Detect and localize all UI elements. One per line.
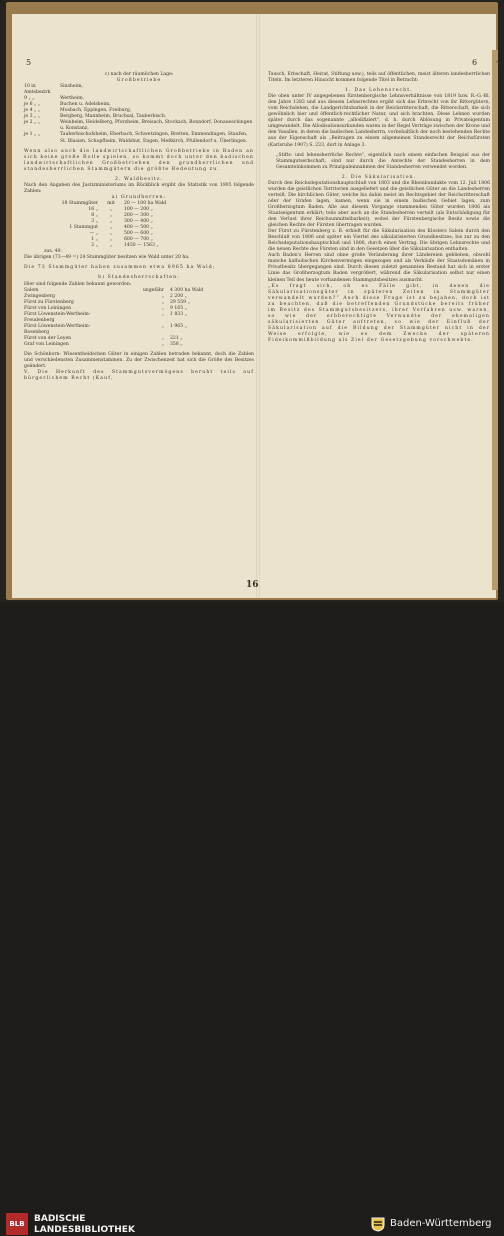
scan-background (0, 0, 504, 602)
paragraph: Nach den Angaben des Justizministeriums im Rückblick ergibt die Statistik von 1905 folgende Zahlen: (24, 182, 254, 194)
section-heading-waldbesitz: 2. Waldbesitz. (115, 176, 163, 182)
forest-table (24, 201, 254, 249)
page-spine (256, 14, 260, 598)
paragraph: „Es fragt sich, ob es Fälle gibt, in denen die Säkularisationsgüter in späteren Zeiten in Stammgüter verwandelt wurden?“ Auch diese Frage ist zu bejahen, doch ist zu beachten, daß die betreffenden Grundstücke bereits früher im Besitz des Stammgutsbesitzers, ihrer Vorfahren usw. waren, so wie der erbberechtigte Verwandte der ehemaligen säkularisierten Güter auftreten, so wie der Einfluß der Säkularisation auf die Bildung der Stammgüter nicht in der Weise erfolgte, wie es dem Zwecke der späteren Fideikommißbildung als Ziel der Gesetzgebung vorschwebte. (268, 283, 490, 343)
table-row: Fürst von der Leyen „ 221 „ (24, 335, 183, 341)
table-row: 16 „ „ 100 — 200 „ (88, 206, 153, 212)
viewer-footer-bar (0, 602, 504, 1235)
district-row: je 6 „ „ Buchen u. Adelsheim, (24, 102, 111, 108)
section-heading-grossbetriebe: Großbetriebe (116, 78, 162, 84)
paragraph: Durch den Reichsdeputationshauptschluß von 1803 und die Rheinbundakte vom 12. Juli 1806 wurden die geistlichen Territorien ausgeliefert und die geistlichen Güter an die Landesherren verteilt. Die kirchlichen Güter, welche bis dahin meist im Rechtsgebiet der Reichsritterschaft oder der Grafen lagen, kamen, wenn sie in einem badischen Gebiet lagen, zum Großherzogtum Baden. Alle aus diesem Vorgange stammenden Güter wurden 1806 als Staatseigentum erklärt; teils aber auch an die Standesherren verteilt (als Entschädigung für den Verlust ihrer Reichsunmittelbarkeit), wobei der Fürstenbergische Besitz sowie die gleichen Rechte der Fürsten übertragen wurden. (268, 180, 490, 229)
next-page-number: 7 (496, 60, 502, 69)
footer-page-number: 16 (246, 580, 259, 590)
table-row: 1 „ „ 600 — 700 „ (91, 237, 153, 243)
table-row: 8 „ „ 200 — 300 „ (91, 213, 153, 219)
paragraph: Die übrigen (73—49 =) 24 Stammgüter besitzen wie Wald unter 20 ha. (24, 255, 190, 261)
district-row: je 4 „ „ Mosbach, Eppingen, Freiburg, (24, 108, 132, 114)
table-row: Fürst Löwenstein-Wertheim-Rosenberg „ 1 965 „ (24, 323, 187, 335)
blb-logo-icon[interactable]: BLB (6, 1213, 28, 1235)
subheading-grundherren: a) Grundherren: (111, 194, 167, 200)
quote-block: „Stifts- und lehensherrliche Rechte“, eigentlich nach einem einfachen Beispiel aus der Stammgutserbschaft, sind nur durch die Anrechte der Standesherren in dem Gesamteinkommen zu Prinzipaleinnahmen der Standesherren verwendet worden. (276, 152, 490, 170)
paragraph: Die 73 Stammgüter haben zusammen etwa 8965 ha Wald; (24, 265, 216, 271)
table-row: 3 „ „ 300 — 400 „ (91, 219, 153, 225)
left-column (24, 72, 254, 382)
district-row: je 2 „ „ Weinheim, Heidelberg, Pforzheim, Breisach, Stockach, Bonndorf, Donaueschingen u. Konstanz, (24, 120, 253, 132)
section-heading-saekularisation: 2. Die Säkularisation. (341, 174, 417, 180)
baden-wuerttemberg-crest-icon (370, 1216, 386, 1232)
paragraph: Wenn also auch die landwirtschaftlichen Großbetriebe in Baden an sich keine große Rolle spielen, so kommt doch unter den badischen landwirtschaftlichen Großbetrieben den grundherrlichen und standesherrlichen Stammgütern die größte Bedeutung zu. (24, 148, 254, 172)
left-page-number: 5 (26, 58, 32, 67)
paragraph: Die oben unter IV angegebenen fürstenbergische Lehnsverhältnisse von 1819 bzw. R.-G.-Bl. den Jahre 1283 und aus diesem Lehnsrechtes ergibt sich das Erbrecht von ihr Rittergütern, vom Reichslehen, die Landgerichtsbarkeit in der Reichsritterschaft, die Ritterschaft, die sich gewöhnlich hier und öffentlich-rechtlicher Natur, und sich brachten, Diese Lehnen wurden später durch das sogenannte „allodifiziert“, d. h. durch Ablösung in Privateigentum umgewandelt. Die Allodisationsurkunden waren in der Regel Verträge zwischen der Krone und den Vasallen, in deren die badischen Landesherrn, vorbehaltlich der noch bestehenden Rechte aus der Eigenschaft als „Beitragen zu einem allgemeinen Standesrecht der Reichsfürsten (Karlsruhe 1907) S. 233, dort in Anlage 3. (268, 94, 490, 148)
subheading-standesherrschaften: b) Standesherrschaften: (98, 275, 180, 281)
table-row: Graf von Leiningen „ 358 „ (24, 341, 183, 347)
district-row: je 1 „ „ Tauberbischofsheim, Eberbach, Schwetzingen, Bretten, Emmendingen, Staufen, St. Blasien, Schopfheim, Waldshut, Engen, Meßkirch, Pfullendorf u. Überlingen. (24, 132, 248, 144)
table-row: — „ „ 500 — 600 „ (89, 231, 153, 237)
table-row: Fürst zu Fürstenberg „ 29 559 „ (24, 299, 190, 305)
table-row: 18 Stammgüter mit 20 — 100 ha Wald (61, 200, 167, 206)
section-heading-lehensrecht: 1. Das Lehensrecht. (345, 88, 413, 94)
state-name[interactable]: Baden-Württemberg (390, 1218, 492, 1229)
district-row: je 3 „ „ Bergberg, Mannheim, Bruchsal, Tauberbisch. (24, 114, 167, 120)
paragraph: Der Fürst zu Fürstenberg z. B. erhielt für die Säkularisation des Klosters Salem durch den Beschluß von 1806 und später ein Viertel des säkularisierten Grundbesitzes; bis zur zu den Reichsdeputationshauptschluß und 1806, durch einen Vertrag. Die übrigen Lehnsrechte und die neuen Rechte des Fürsten sind in den Gesetzen über die Säkularisation enthalten. (268, 229, 490, 253)
paragraph: Die Schönborn- Wiesentheidschen Güter in einigen Zahlen betraden bekannt, doch die Zahlen und verschiedensten Zusammenstammen. Zu der Zwischenzeit hat sich die Größe des Besitzes geändert. (24, 352, 254, 370)
table-row: Fürst Löwenstein-Wertheim-Freudenberg „ 1 833 „ (24, 311, 187, 323)
right-page-number: 6 (472, 58, 478, 67)
next-page-edge (492, 50, 498, 590)
paragraph: Auch Baden's Herren sind ohne große Veränderung ihrer Ländereien geblieben, obwohl manche katholischen Kirchenvermögen eingezogen und als Verkäufe der Staatsdomänen in Privatbesitz übergegangen sind. Durch diesen zuletzt genannten Bestand hat sich in erster Linie das Großherzogtum Baden vergrößert, während die Säkularisation selbst nur einen kleinen Teil des heute vorhandenen Stammgutsbesitzes ausmacht. (268, 253, 490, 283)
table-row: Fürst von Leiningen „ 9 165 „ (24, 305, 187, 311)
right-column (268, 72, 490, 344)
district-row: 9 „ „ Wertheim, (24, 96, 85, 102)
table-row: 1 Stammgut „ 400 — 500 „ (69, 225, 153, 231)
paragraph: Tausch, Erbschaft, Heirat, Stiftung usw.), teils auf öffentlichen, meist älteren landesherrlichen Titeln. Im letzteren Hinsicht kommen folgende Titel in Betracht: (268, 72, 490, 84)
library-name[interactable]: BADISCHE LANDESBIBLIOTHEK (34, 1214, 135, 1235)
table-total: zus. 49. (44, 249, 62, 255)
district-list (24, 84, 254, 144)
standesherren-table (24, 288, 254, 348)
table-row: Salem ungefähr 4 300 ha Wald (24, 287, 204, 293)
district-row: 10 in Amtsbezirk Sinsheim, (24, 84, 83, 96)
table-row: 2 „ „ 1450 — 1563 „ (91, 243, 159, 249)
paragraph: Hier sind folgende Zahlen bekannt geworden: (24, 281, 132, 287)
paragraph: V. Die Herkunft des Stammgutsvermögens beruht teils auf bürgerlichem Recht (Kauf, (24, 370, 254, 382)
intro-line: c) nach der räumlichen Lage: (104, 72, 174, 77)
table-row: Zwingenberg „ 2 200 „ (24, 293, 187, 299)
